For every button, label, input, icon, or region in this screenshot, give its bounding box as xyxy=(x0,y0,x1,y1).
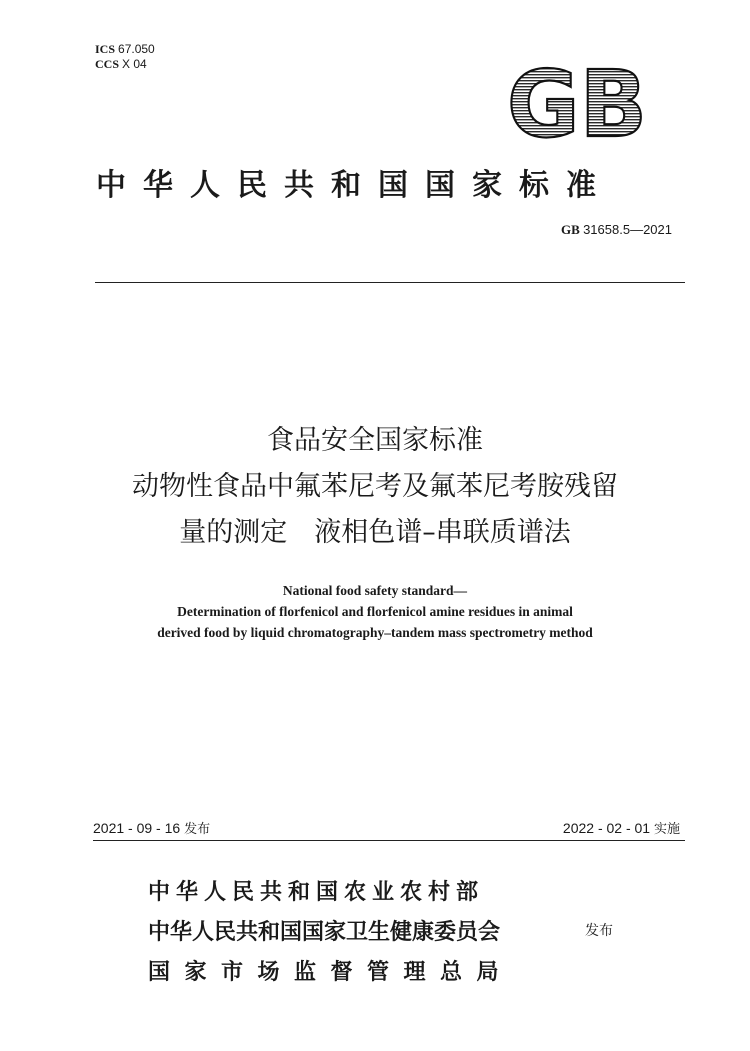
issuer-ministry-agriculture: 中华人民共和国农业农村部 xyxy=(148,879,485,905)
implemented-date xyxy=(563,818,680,837)
english-title-line: National food safety standard— xyxy=(282,583,468,598)
ics-value: 67.050 xyxy=(118,42,155,56)
issuer-health-commission: 中华人民共和国国家卫生健康委员会 xyxy=(148,919,501,945)
classification-codes xyxy=(95,42,155,72)
bottom-divider xyxy=(93,840,685,841)
english-title xyxy=(0,580,750,643)
gb-logo-text: GB xyxy=(507,62,647,142)
implemented-date-value: 2022 - 02 - 01 xyxy=(562,820,651,836)
ics-code xyxy=(95,42,155,57)
standard-prefix: GB xyxy=(561,222,580,237)
chinese-title-line: 量的测定 液相色谱–串联质谱法 xyxy=(179,517,571,548)
published-date-value: 2021 - 09 - 16 xyxy=(93,820,181,836)
implemented-label: 实施 xyxy=(653,822,680,837)
organization-title: 中华人民共和国国家标准 xyxy=(96,168,613,203)
chinese-title-line: 食品安全国家标准 xyxy=(267,425,483,456)
standard-number xyxy=(561,222,672,238)
ics-label: ICS xyxy=(95,42,116,56)
issuer-market-regulation: 国家市场监督管理总局 xyxy=(148,959,514,985)
top-divider xyxy=(95,282,685,283)
chinese-title xyxy=(0,418,750,556)
issue-label: 发布 xyxy=(585,923,613,939)
published-date xyxy=(93,818,210,837)
ccs-value: X 04 xyxy=(122,57,147,71)
english-title-line: derived food by liquid chromatography–tandem mass spectrometry method xyxy=(157,625,593,640)
gb-logo-icon xyxy=(507,62,649,142)
chinese-title-line: 动物性食品中氟苯尼考及氟苯尼考胺残留 xyxy=(132,471,618,502)
published-label: 发布 xyxy=(184,822,211,837)
ccs-label: CCS xyxy=(95,57,120,71)
standard-value: 31658.5—2021 xyxy=(583,222,672,237)
english-title-line: Determination of florfenicol and florfenicol amine residues in animal xyxy=(177,604,573,619)
ccs-code xyxy=(95,57,155,72)
